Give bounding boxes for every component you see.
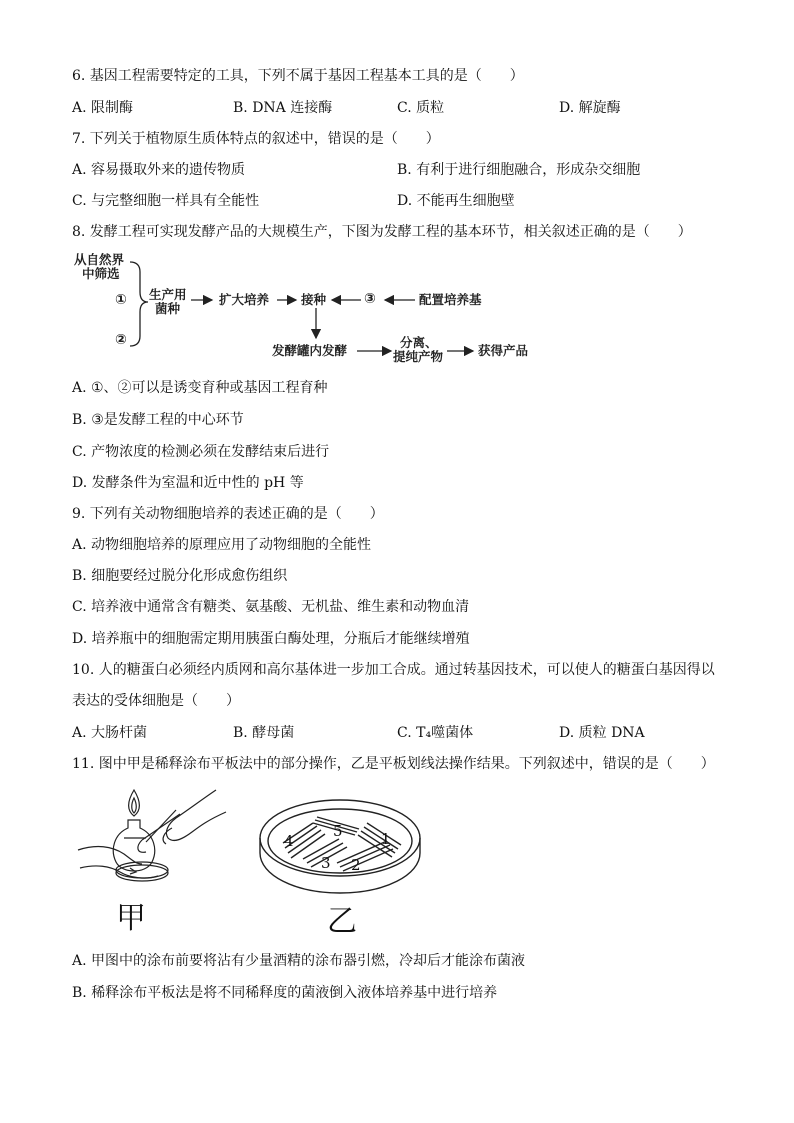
flow-circle-2: ② bbox=[115, 332, 127, 348]
q8-option-d: D. 发酵条件为室温和近中性的 pH 等 bbox=[72, 475, 304, 491]
q10-option-d: D. 质粒 DNA bbox=[559, 725, 645, 741]
flow-source-line2: 中筛选 bbox=[82, 266, 120, 281]
q11-option-a: A. 甲图中的涂布前要将沾有少量酒精的涂布器引燃，冷却后才能涂布菌液 bbox=[72, 953, 526, 969]
figure-yi bbox=[255, 793, 425, 943]
q6-option-b: B. DNA 连接酶 bbox=[233, 100, 333, 116]
flow-fermenter: 发酵罐内发酵 bbox=[272, 343, 348, 358]
q10-option-b: B. 酵母菌 bbox=[233, 725, 295, 741]
flow-circle-3: ③ bbox=[364, 291, 376, 307]
q9-option-c: C. 培养液中通常含有糖类、氨基酸、无机盐、维生素和动物血清 bbox=[72, 599, 470, 615]
q8-option-a: A. ①、②可以是诱变育种或基因工程育种 bbox=[72, 380, 328, 396]
q11-stem: 11. 图中甲是稀释涂布平板法中的部分操作，乙是平板划线法操作结果。下列叙述中，错误的是（ ） bbox=[72, 756, 715, 772]
flow-get-product: 获得产品 bbox=[478, 343, 529, 358]
spreader-flame-illustration bbox=[76, 780, 236, 905]
q8-option-b: B. ③是发酵工程的中心环节 bbox=[72, 412, 244, 428]
flow-expand-culture: 扩大培养 bbox=[219, 292, 270, 307]
q11-option-b: B. 稀释涂布平板法是将不同稀释度的菌液倒入液体培养基中进行培养 bbox=[72, 985, 498, 1001]
q7-option-d: D. 不能再生细胞壁 bbox=[397, 193, 515, 209]
q7-option-a: A. 容易摄取外来的遗传物质 bbox=[72, 162, 246, 178]
q9-option-d: D. 培养瓶中的细胞需定期用胰蛋白酶处理，分瓶后才能继续增殖 bbox=[72, 631, 470, 647]
flow-circle-1: ① bbox=[115, 292, 127, 308]
flow-strain-line2: 菌种 bbox=[155, 301, 181, 316]
streak-number-2: 2 bbox=[351, 856, 361, 874]
flow-inoculate: 接种 bbox=[301, 292, 327, 307]
q9-stem: 9. 下列有关动物细胞培养的表述正确的是（ ） bbox=[72, 506, 384, 522]
streak-number-1: 1 bbox=[381, 830, 391, 848]
streak-number-4: 4 bbox=[284, 832, 294, 850]
q9-option-b: B. 细胞要经过脱分化形成愈伤组织 bbox=[72, 568, 288, 584]
q10-stem-line1: 10. 人的糖蛋白必须经内质网和高尔基体进一步加工合成。通过转基因技术，可以使人的糖蛋白基因得以 bbox=[72, 662, 715, 678]
q7-option-c: C. 与完整细胞一样具有全能性 bbox=[72, 193, 260, 209]
flow-separate-line1: 分离、 bbox=[400, 335, 438, 350]
q6-option-a: A. 限制酶 bbox=[72, 100, 134, 116]
flow-source-line1: 从自然界 bbox=[74, 252, 125, 267]
figure-jia bbox=[76, 780, 236, 940]
q6-option-c: C. 质粒 bbox=[397, 100, 445, 116]
q9-option-a: A. 动物细胞培养的原理应用了动物细胞的全能性 bbox=[72, 537, 372, 553]
streak-number-3: 3 bbox=[321, 854, 331, 872]
figure-yi-label: 乙 bbox=[327, 904, 357, 939]
q6-stem: 6. 基因工程需要特定的工具，下列不属于基因工程基本工具的是（ ） bbox=[72, 68, 524, 84]
fermentation-flow-diagram bbox=[70, 250, 550, 375]
q10-option-c: C. T₄噬菌体 bbox=[397, 725, 474, 741]
streak-plate-illustration bbox=[255, 793, 425, 903]
flow-prepare-medium: 配置培养基 bbox=[419, 292, 482, 307]
flow-separate-line2: 提纯产物 bbox=[393, 349, 444, 364]
q10-stem-line2: 表达的受体细胞是（ ） bbox=[72, 693, 240, 709]
q6-option-d: D. 解旋酶 bbox=[559, 100, 621, 116]
q7-stem: 7. 下列关于植物原生质体特点的叙述中，错误的是（ ） bbox=[72, 131, 440, 147]
flow-strain-line1: 生产用 bbox=[149, 287, 187, 302]
streak-number-5: 5 bbox=[333, 822, 343, 840]
q8-option-c: C. 产物浓度的检测必须在发酵结束后进行 bbox=[72, 444, 330, 460]
q7-option-b: B. 有利于进行细胞融合，形成杂交细胞 bbox=[397, 162, 641, 178]
q10-option-a: A. 大肠杆菌 bbox=[72, 725, 148, 741]
figure-jia-label: 甲 bbox=[116, 901, 146, 936]
q8-stem: 8. 发酵工程可实现发酵产品的大规模生产，下图为发酵工程的基本环节，相关叙述正确的是（ ） bbox=[72, 224, 692, 240]
